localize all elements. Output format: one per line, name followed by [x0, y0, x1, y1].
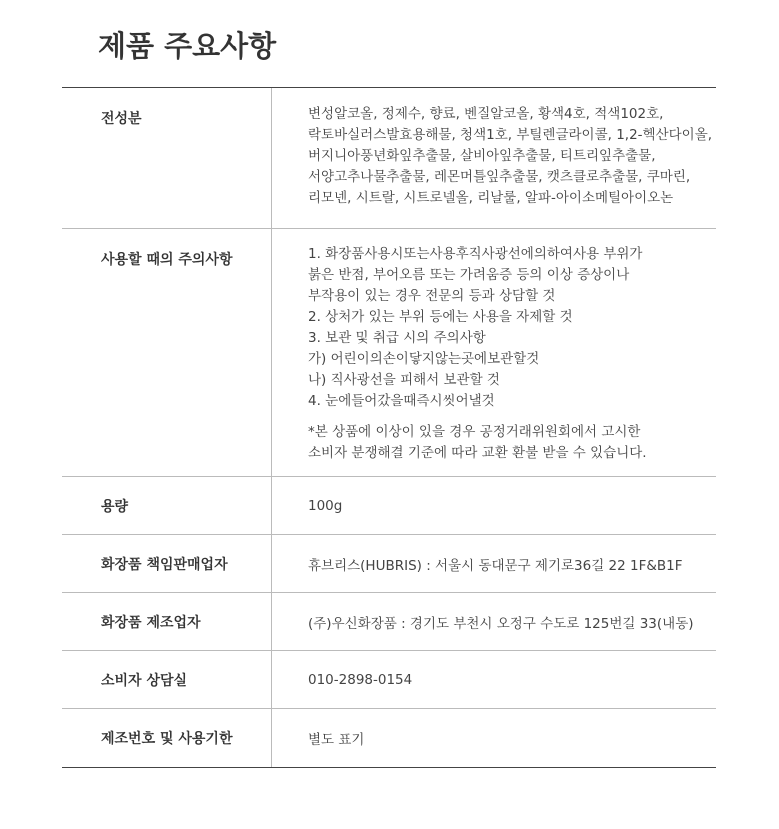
manufacturer-text: (주)우신화장품 : 경기도 부천시 오정구 수도로 125번길 33(내동) [308, 615, 694, 632]
caution-line: 4. 눈에들어갔을때즉시씻어낼것 [308, 393, 495, 409]
seller-text: 휴브리스(HUBRIS) : 서울시 동대문구 제기로36길 22 1F&B1F [308, 557, 683, 574]
ingredients-value [272, 88, 716, 228]
product-info-table [62, 87, 716, 768]
row-capacity [62, 477, 716, 535]
caution-line: 3. 보관 및 취급 시의 주의사항 [308, 330, 486, 346]
row-lot-expiry [62, 709, 716, 767]
capacity-text: 100g [308, 497, 343, 514]
capacity-value [272, 477, 716, 534]
row-caution [62, 229, 716, 477]
row-consumer-center [62, 651, 716, 709]
caution-line: 2. 상처가 있는 부위 등에는 사용을 자제할 것 [308, 309, 573, 325]
ingredients-line: 락토바실러스발효용해물, 청색1호, 부틸렌글라이콜, 1,2-헥산다이올, [308, 127, 713, 143]
ingredients-line: 변성알코올, 정제수, 향료, 벤질알코올, 황색4호, 적색102호, [308, 106, 664, 122]
manufacturer-value [272, 593, 716, 650]
caution-line: 1. 화장품사용시또는사용후직사광선에의하여사용 부위가 [308, 246, 643, 262]
row-seller [62, 535, 716, 593]
lot-expiry-label: 제조번호 및 사용기한 [62, 709, 272, 767]
page-title: 제품 주요사항 [98, 29, 277, 63]
lot-expiry-text: 별도 표기 [308, 732, 365, 748]
consumer-center-text: 010-2898-0154 [308, 671, 413, 688]
row-manufacturer [62, 593, 716, 651]
capacity-label: 용량 [62, 477, 272, 534]
row-ingredients [62, 88, 716, 229]
notice-line: *본 상품에 이상이 있을 경우 공정거래위원회에서 고시한 [308, 424, 641, 440]
ingredients-line: 리모넨, 시트랄, 시트로넬올, 리날룰, 알파-아이소메틸아이오논 [308, 190, 674, 206]
spacer [308, 412, 647, 422]
consumer-center-value [272, 651, 716, 708]
manufacturer-label: 화장품 제조업자 [62, 593, 272, 650]
caution-line: 나) 직사광선을 피해서 보관할 것 [308, 372, 500, 388]
ingredients-line: 서양고추나물추출물, 레몬머틀잎추출물, 캣츠클로추출물, 쿠마린, [308, 169, 691, 185]
caution-line: 가) 어린이의손이닿지않는곳에보관할것 [308, 351, 540, 367]
caution-value [272, 229, 716, 476]
ingredients-label: 전성분 [62, 88, 272, 228]
caution-label: 사용할 때의 주의사항 [62, 229, 272, 476]
seller-value [272, 535, 716, 592]
caution-line: 붉은 반점, 부어오름 또는 가려움증 등의 이상 증상이나 [308, 267, 630, 283]
notice-line: 소비자 분쟁해결 기준에 따라 교환 환불 받을 수 있습니다. [308, 445, 647, 461]
consumer-center-label: 소비자 상담실 [62, 651, 272, 708]
seller-label: 화장품 책임판매업자 [62, 535, 272, 592]
caution-line: 부작용이 있는 경우 전문의 등과 상담할 것 [308, 288, 556, 304]
lot-expiry-value [272, 709, 716, 767]
ingredients-line: 버지니아풍년화잎추출물, 살비아잎추출물, 티트리잎추출물, [308, 148, 656, 164]
